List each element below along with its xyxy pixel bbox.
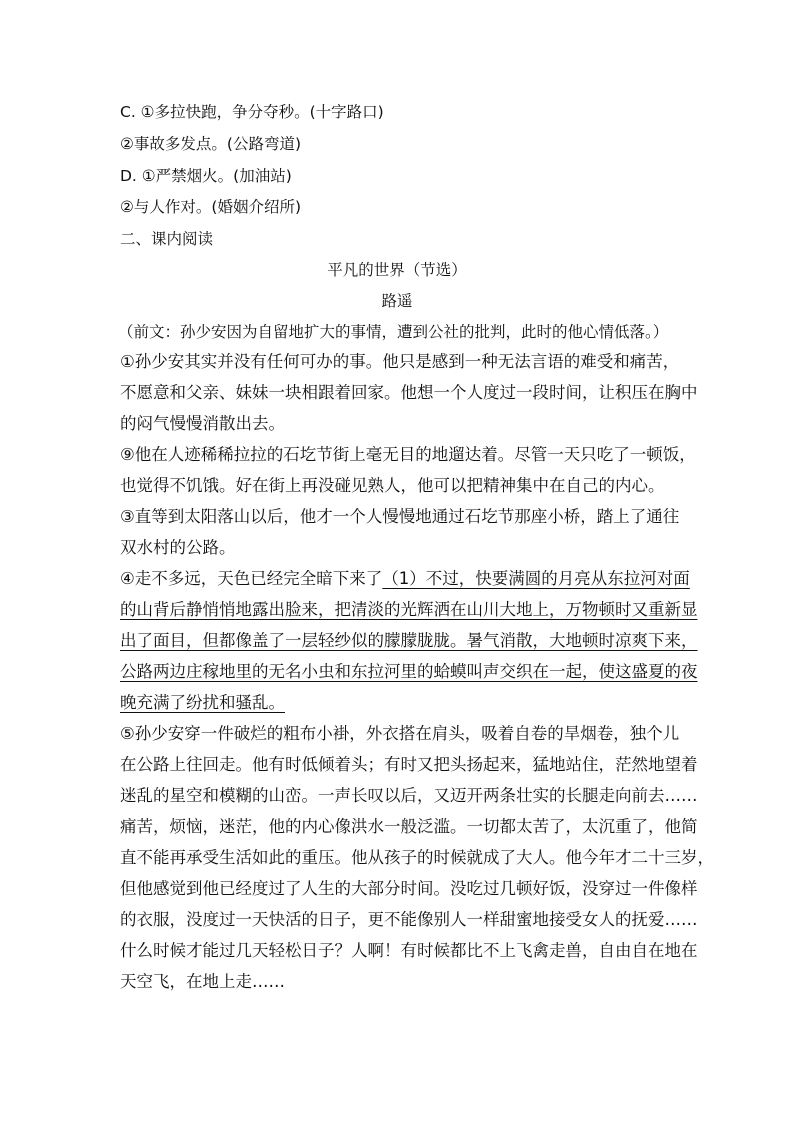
passage-line: 在公路上往回走。他有时低倾着头；有时又把头扬起来，猛地站住，茫然地望着 bbox=[120, 755, 698, 774]
passage-line-underlined: 公路两边庄稼地里的无名小虫和东拉河里的蛤蟆叫声交织在一起，使这盛夏的夜 bbox=[120, 662, 698, 681]
passage-line: 也觉得不饥饿。好在街上再没碰见熟人，他可以把精神集中在自己的内心。 bbox=[120, 476, 665, 495]
underlined-fragment: 不过，快要满圆的月亮从东拉河对面 bbox=[425, 569, 690, 588]
passage-line: 天空飞，在地上走…… bbox=[120, 972, 285, 991]
passage-line: ③直等到太阳落山以后，他才一个人慢慢地通过石圪节那座小桥，踏上了通往 bbox=[120, 507, 680, 526]
passage-line: ⑤孙少安穿一件破烂的粗布小褂，外衣搭在肩头，吸着自卷的旱烟卷，独个儿 bbox=[120, 724, 680, 743]
option-d-1: D. ①严禁烟火。(加油站) bbox=[120, 167, 292, 185]
passage-line: 的衣服，没度过一天快活的日子，更不能像别人一样甜蜜地接受女人的抚爱…… bbox=[120, 910, 698, 929]
question-marker: （1） bbox=[382, 569, 426, 588]
passage-line: 的闷气慢慢消散出去。 bbox=[120, 414, 285, 433]
passage-line: 迷乱的星空和模糊的山峦。一声长叹以后，又迈开两条壮实的长腿走向前去…… bbox=[120, 786, 698, 805]
passage-line: 什么时候才能过几天轻松日子？人啊！有时候都比不上飞禽走兽，自由自在地在 bbox=[120, 941, 698, 960]
passage-line: ①孙少安其实并没有任何可办的事。他只是感到一种无法言语的难受和痛苦， bbox=[120, 352, 680, 371]
section-heading: 二、课内阅读 bbox=[120, 230, 214, 248]
passage-line-underlined: 晚充满了纷扰和骚乱。 bbox=[120, 693, 285, 712]
passage-line: 不愿意和父亲、妹妹一块相跟着回家。他想一个人度过一段时间，让积压在胸中 bbox=[120, 383, 698, 402]
passage-preface: （前文：孙少安因为自留地扩大的事情，遭到公社的批判，此时的他心情低落。） bbox=[118, 323, 669, 341]
option-c-2: ②事故多发点。(公路弯道) bbox=[120, 135, 301, 153]
passage-line-underlined: 的山背后静悄悄地露出脸来，把清淡的光辉洒在山川大地上，万物顿时又重新显 bbox=[120, 600, 698, 619]
passage-line: 痛苦，烦恼，迷茫，他的内心像洪水一般泛滥。一切都太苦了，太沉重了，他简 bbox=[120, 817, 698, 836]
passage-title: 平凡的世界（节选） bbox=[327, 261, 467, 279]
passage-line-underlined-start bbox=[120, 569, 690, 589]
line-prefix: ④走不多远，天色已经完全暗下来了 bbox=[120, 569, 383, 588]
passage-line: 但他感觉到他已经度过了人生的大部分时间。没吃过几顿好饭，没穿过一件像样 bbox=[120, 879, 698, 898]
passage-line: 直不能再承受生活如此的重压。他从孩子的时候就成了大人。他今年才二十三岁， bbox=[120, 848, 714, 867]
passage-line-underlined: 出了面目，但都像盖了一层轻纱似的朦朦胧胧。暑气消散，大地顿时凉爽下来， bbox=[120, 631, 698, 650]
passage-author: 路遥 bbox=[381, 292, 413, 310]
passage-line: 双水村的公路。 bbox=[120, 538, 236, 557]
option-c-1: C. ①多拉快跑，争分夺秒。(十字路口) bbox=[120, 103, 384, 121]
passage-line: ⑨他在人迹稀稀拉拉的石圪节街上毫无目的地遛达着。尽管一天只吃了一顿饭， bbox=[120, 445, 696, 464]
option-d-2: ②与人作对。(婚姻介绍所) bbox=[120, 198, 301, 216]
